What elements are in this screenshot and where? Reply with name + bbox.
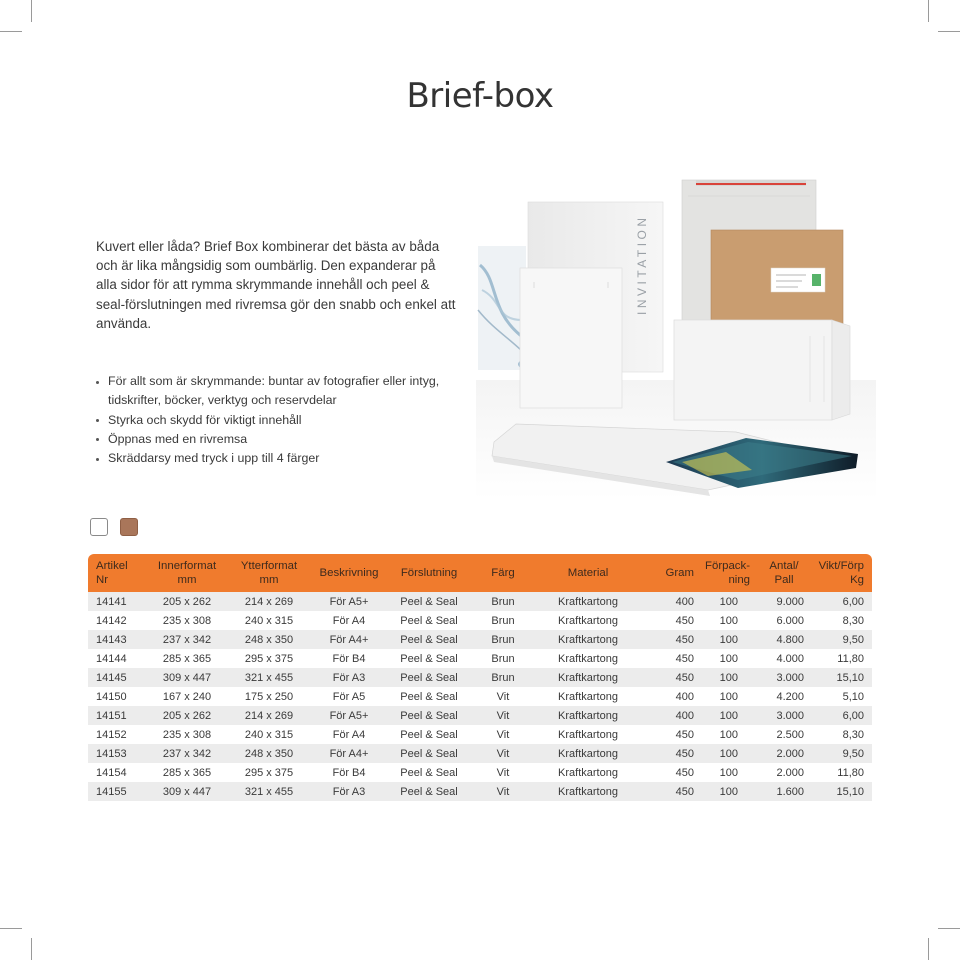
cell-vikt: 8,30 — [812, 725, 872, 744]
feature-item: Styrka och skydd för viktigt innehåll — [84, 411, 474, 430]
cell-material: Kraftkartong — [536, 611, 640, 630]
color-swatch-white — [90, 518, 108, 536]
cell-ytterformat: 240 x 315 — [228, 725, 310, 744]
cell-ytterformat: 321 x 455 — [228, 668, 310, 687]
cell-ytterformat: 295 x 375 — [228, 649, 310, 668]
cell-forslutning: Peel & Seal — [388, 744, 470, 763]
cell-innerformat: 235 x 308 — [146, 611, 228, 630]
header-artikel: Artikel Nr — [88, 554, 146, 592]
cell-farg: Vit — [470, 763, 536, 782]
cell-forpackning: 100 — [702, 744, 756, 763]
cell-antal-pall: 9.000 — [756, 592, 812, 611]
cell-forslutning: Peel & Seal — [388, 649, 470, 668]
header-material: Material — [536, 554, 640, 592]
cell-forslutning: Peel & Seal — [388, 630, 470, 649]
table-row — [88, 763, 872, 782]
cell-gram: 400 — [640, 592, 702, 611]
cell-gram: 400 — [640, 706, 702, 725]
cell-forslutning: Peel & Seal — [388, 592, 470, 611]
cell-farg: Brun — [470, 630, 536, 649]
header-gram: Gram — [640, 554, 702, 592]
cell-material: Kraftkartong — [536, 668, 640, 687]
header-vikt: Vikt/Förp Kg — [812, 554, 872, 592]
cell-beskrivning: För A5+ — [310, 592, 388, 611]
cell-artikel-nr: 14142 — [88, 611, 146, 630]
cell-vikt: 6,00 — [812, 706, 872, 725]
cell-beskrivning: För A5 — [310, 687, 388, 706]
cell-material: Kraftkartong — [536, 592, 640, 611]
cell-artikel-nr: 14141 — [88, 592, 146, 611]
cell-innerformat: 235 x 308 — [146, 725, 228, 744]
cell-gram: 450 — [640, 782, 702, 801]
cell-forpackning: 100 — [702, 630, 756, 649]
cell-innerformat: 237 x 342 — [146, 630, 228, 649]
crop-mark-top-right-v — [928, 0, 929, 22]
feature-item: För allt som är skrymmande: buntar av fotografier eller intyg, tidskrifter, böcker, verktyg och reservdelar — [84, 372, 474, 411]
cell-beskrivning: För A5+ — [310, 706, 388, 725]
cell-forslutning: Peel & Seal — [388, 782, 470, 801]
crop-mark-top-right-h — [938, 31, 960, 32]
cell-material: Kraftkartong — [536, 706, 640, 725]
cell-beskrivning: För A4 — [310, 725, 388, 744]
cell-innerformat: 285 x 365 — [146, 763, 228, 782]
header-beskrivning: Beskrivning — [310, 554, 388, 592]
crop-mark-top-left-v — [31, 0, 32, 22]
cell-forpackning: 100 — [702, 782, 756, 801]
cell-antal-pall: 3.000 — [756, 668, 812, 687]
cell-forslutning: Peel & Seal — [388, 687, 470, 706]
header-ytterformat: Ytterformat mm — [228, 554, 310, 592]
cell-artikel-nr: 14150 — [88, 687, 146, 706]
cell-forpackning: 100 — [702, 687, 756, 706]
cell-material: Kraftkartong — [536, 725, 640, 744]
product-photo — [476, 170, 876, 500]
cell-gram: 450 — [640, 668, 702, 687]
cell-farg: Vit — [470, 706, 536, 725]
cell-artikel-nr: 14143 — [88, 630, 146, 649]
cell-innerformat: 285 x 365 — [146, 649, 228, 668]
crop-mark-bottom-left-h — [0, 928, 22, 929]
cell-antal-pall: 2.000 — [756, 763, 812, 782]
cell-artikel-nr: 14145 — [88, 668, 146, 687]
cell-gram: 450 — [640, 725, 702, 744]
feature-item: Skräddarsy med tryck i upp till 4 färger — [84, 449, 474, 468]
cell-artikel-nr: 14153 — [88, 744, 146, 763]
cell-gram: 450 — [640, 649, 702, 668]
cell-artikel-nr: 14155 — [88, 782, 146, 801]
crop-mark-bottom-left-v — [31, 938, 32, 960]
cell-gram: 450 — [640, 763, 702, 782]
cell-farg: Brun — [470, 668, 536, 687]
cell-antal-pall: 2.000 — [756, 744, 812, 763]
cell-antal-pall: 4.800 — [756, 630, 812, 649]
header-forslutning: Förslutning — [388, 554, 470, 592]
cell-innerformat: 309 x 447 — [146, 782, 228, 801]
cell-material: Kraftkartong — [536, 744, 640, 763]
cell-vikt: 11,80 — [812, 763, 872, 782]
cell-material: Kraftkartong — [536, 782, 640, 801]
table-row — [88, 687, 872, 706]
intro-text: Kuvert eller låda? Brief Box kombinerar det bästa av båda och är lika mångsidig som oumbärlig. Den expanderar på alla sidor för att rymma skrymmande innehåll och peel & seal-förslutningen med rivremsa gör den snabb och enkel att använda. — [96, 239, 456, 331]
cell-forpackning: 100 — [702, 611, 756, 630]
cell-farg: Brun — [470, 649, 536, 668]
header-farg: Färg — [470, 554, 536, 592]
cell-beskrivning: För A3 — [310, 668, 388, 687]
cell-forpackning: 100 — [702, 668, 756, 687]
cell-vikt: 8,30 — [812, 611, 872, 630]
cell-ytterformat: 240 x 315 — [228, 611, 310, 630]
crop-mark-bottom-right-h — [938, 928, 960, 929]
table-body — [88, 592, 872, 801]
cell-antal-pall: 4.000 — [756, 649, 812, 668]
color-swatch-brown — [120, 518, 138, 536]
cell-beskrivning: För A4+ — [310, 744, 388, 763]
cell-ytterformat: 248 x 350 — [228, 744, 310, 763]
cell-material: Kraftkartong — [536, 649, 640, 668]
cell-beskrivning: För B4 — [310, 763, 388, 782]
table-row — [88, 630, 872, 649]
cell-innerformat: 309 x 447 — [146, 668, 228, 687]
art-card — [478, 246, 526, 370]
cell-material: Kraftkartong — [536, 630, 640, 649]
cell-farg: Vit — [470, 725, 536, 744]
cell-forslutning: Peel & Seal — [388, 706, 470, 725]
cell-beskrivning: För A3 — [310, 782, 388, 801]
cell-forpackning: 100 — [702, 725, 756, 744]
cell-innerformat: 205 x 262 — [146, 592, 228, 611]
white-envelope — [520, 268, 622, 408]
cell-vikt: 9,50 — [812, 744, 872, 763]
cell-ytterformat: 248 x 350 — [228, 630, 310, 649]
cell-material: Kraftkartong — [536, 687, 640, 706]
cell-gram: 450 — [640, 611, 702, 630]
cell-artikel-nr: 14152 — [88, 725, 146, 744]
table-row — [88, 706, 872, 725]
cell-ytterformat: 175 x 250 — [228, 687, 310, 706]
invitation-label: INVITATION — [635, 214, 649, 315]
cell-forpackning: 100 — [702, 706, 756, 725]
cell-antal-pall: 6.000 — [756, 611, 812, 630]
specification-table — [88, 554, 872, 801]
cell-gram: 450 — [640, 744, 702, 763]
cell-vikt: 6,00 — [812, 592, 872, 611]
cell-vikt: 15,10 — [812, 782, 872, 801]
cell-ytterformat: 321 x 455 — [228, 782, 310, 801]
cell-forslutning: Peel & Seal — [388, 611, 470, 630]
header-forpackning: Förpack- ning — [702, 554, 756, 592]
cell-innerformat: 205 x 262 — [146, 706, 228, 725]
cell-forslutning: Peel & Seal — [388, 725, 470, 744]
cell-gram: 400 — [640, 687, 702, 706]
cell-antal-pall: 1.600 — [756, 782, 812, 801]
cell-gram: 450 — [640, 630, 702, 649]
table-row — [88, 649, 872, 668]
cell-beskrivning: För A4+ — [310, 630, 388, 649]
table-row — [88, 611, 872, 630]
cell-vikt: 11,80 — [812, 649, 872, 668]
cell-artikel-nr: 14154 — [88, 763, 146, 782]
cell-beskrivning: För B4 — [310, 649, 388, 668]
table-header-row — [88, 554, 872, 592]
crop-mark-bottom-right-v — [928, 938, 929, 960]
cell-forpackning: 100 — [702, 649, 756, 668]
feature-item: Öppnas med en rivremsa — [84, 430, 474, 449]
table-row — [88, 782, 872, 801]
cell-material: Kraftkartong — [536, 763, 640, 782]
cell-artikel-nr: 14151 — [88, 706, 146, 725]
cell-forslutning: Peel & Seal — [388, 668, 470, 687]
table-row — [88, 592, 872, 611]
cell-farg: Vit — [470, 687, 536, 706]
cell-ytterformat: 295 x 375 — [228, 763, 310, 782]
cell-ytterformat: 214 x 269 — [228, 592, 310, 611]
table-row — [88, 668, 872, 687]
cell-farg: Brun — [470, 611, 536, 630]
cell-innerformat: 237 x 342 — [146, 744, 228, 763]
cell-forpackning: 100 — [702, 763, 756, 782]
cell-artikel-nr: 14144 — [88, 649, 146, 668]
cell-beskrivning: För A4 — [310, 611, 388, 630]
cell-forslutning: Peel & Seal — [388, 763, 470, 782]
cell-innerformat: 167 x 240 — [146, 687, 228, 706]
cell-vikt: 15,10 — [812, 668, 872, 687]
cell-vikt: 5,10 — [812, 687, 872, 706]
white-front-box — [674, 320, 832, 420]
cell-vikt: 9,50 — [812, 630, 872, 649]
table-row — [88, 725, 872, 744]
cell-farg: Vit — [470, 744, 536, 763]
cell-ytterformat: 214 x 269 — [228, 706, 310, 725]
header-antal-pall: Antal/ Pall — [756, 554, 812, 592]
feature-list — [84, 372, 474, 468]
table-row — [88, 744, 872, 763]
cell-antal-pall: 4.200 — [756, 687, 812, 706]
cell-forpackning: 100 — [702, 592, 756, 611]
page-title: Brief-box — [406, 76, 554, 116]
cell-farg: Brun — [470, 592, 536, 611]
cell-antal-pall: 2.500 — [756, 725, 812, 744]
cell-farg: Vit — [470, 782, 536, 801]
crop-mark-top-left-h — [0, 31, 22, 32]
cell-antal-pall: 3.000 — [756, 706, 812, 725]
header-innerformat: Innerformat mm — [146, 554, 228, 592]
